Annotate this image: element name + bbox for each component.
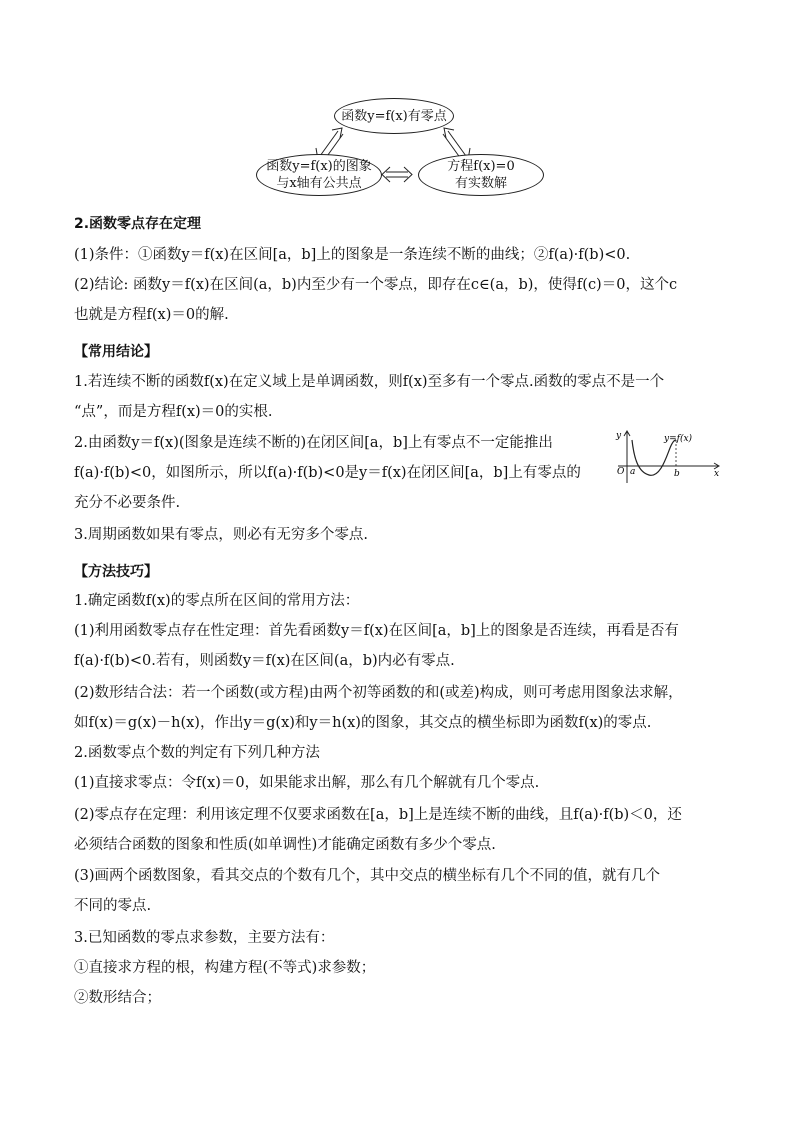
diagram-right-line1: 方程f(x)=0 [447,159,515,174]
section-heading-existence-theorem: 2.函数零点存在定理 [74,216,202,232]
text-line: (3)画两个函数图象，看其交点的个数有几个，其中交点的横坐标有几个不同的值，就有几个 [74,868,661,884]
relationship-diagram [250,98,550,198]
diagram-left-line2: 与x轴有公共点 [276,176,362,191]
function-curve [632,440,676,475]
text-line: (1)利用函数零点存在性定理：首先看函数y＝f(x)在区间[a，b]上的图象是否连续，再看是否有 [74,623,679,639]
text-line: 充分不必要条件. [74,495,181,511]
text-line: 2.函数零点个数的判定有下列几种方法 [74,745,320,761]
text-line: 1.确定函数f(x)的零点所在区间的常用方法： [74,593,360,609]
function-graph [614,428,724,486]
text-line: “点”，而是方程f(x)＝0的实根. [74,404,273,420]
graph-label-origin: O [617,467,625,477]
text-line: (2)数形结合法：若一个函数(或方程)由两个初等函数的和(或差)构成，则可考虑用图象法求解， [74,685,683,701]
text-line: ①直接求方程的根，构建方程(不等式)求参数； [74,960,376,976]
text-line: 3.已知函数的零点求参数，主要方法有： [74,930,335,946]
text-line: (1)条件：①函数y＝f(x)在区间[a，b]上的图象是一条连续不断的曲线；②f(a)·f(b)<0. [74,247,631,263]
section-heading-common-conclusions: 【常用结论】 [74,344,158,360]
text-line: 不同的零点. [74,898,152,914]
text-line: 必须结合函数的图象和性质(如单调性)才能确定函数有多少个零点. [74,837,496,853]
double-arrow-horizontal-icon [382,167,412,182]
text-line: 2.由函数y＝f(x)(图象是连续不断的)在闭区间[a，b]上有零点不一定能推出 [74,435,553,451]
diagram-right-line2: 有实数解 [454,176,507,191]
text-line: ②数形结合； [74,990,161,1006]
graph-label-y: y [616,431,622,441]
graph-label-a: a [630,467,636,477]
text-line: f(a)·f(b)<0，如图所示，所以f(a)·f(b)<0是y＝f(x)在闭区间[a，b]上有零点的 [74,465,581,481]
graph-label-curve: y=f(x) [664,434,693,444]
text-line: 也就是方程f(x)＝0的解. [74,307,229,323]
ellipse-left [256,154,382,196]
text-line: (1)直接求零点：令f(x)＝0，如果能求出解，那么有几个解就有几个零点. [74,775,540,791]
text-line: 如f(x)＝g(x)－h(x)，作出y＝g(x)和y＝h(x)的图象，其交点的横坐标即为函数f(x)的零点. [74,715,652,731]
diagram-left-line1: 函数y=f(x)的图象 [266,159,372,174]
ellipse-top [334,98,454,134]
diagram-top-text: 函数y=f(x)有零点 [341,108,447,124]
text-line: 1.若连续不断的函数f(x)在定义域上是单调函数，则f(x)至多有一个零点.函数的零点不是一个 [74,374,665,390]
graph-label-b: b [674,469,680,479]
text-line: (2)结论: 函数y＝f(x)在区间(a，b)内至少有一个零点，即存在c∈(a，b)，使得f(c)＝0，这个c [74,277,678,293]
text-line: f(a)·f(b)<0.若有，则函数y＝f(x)在区间(a，b)内必有零点. [74,653,455,669]
text-line: 3.周期函数如果有零点，则必有无穷多个零点. [74,527,368,543]
section-heading-method-tips: 【方法技巧】 [74,564,158,580]
ellipse-right [418,154,544,196]
graph-label-x: x [714,469,720,479]
text-line: (2)零点存在定理：利用该定理不仅要求函数在[a，b]上是连续不断的曲线，且f(a)·f(b)＜0，还 [74,807,682,823]
